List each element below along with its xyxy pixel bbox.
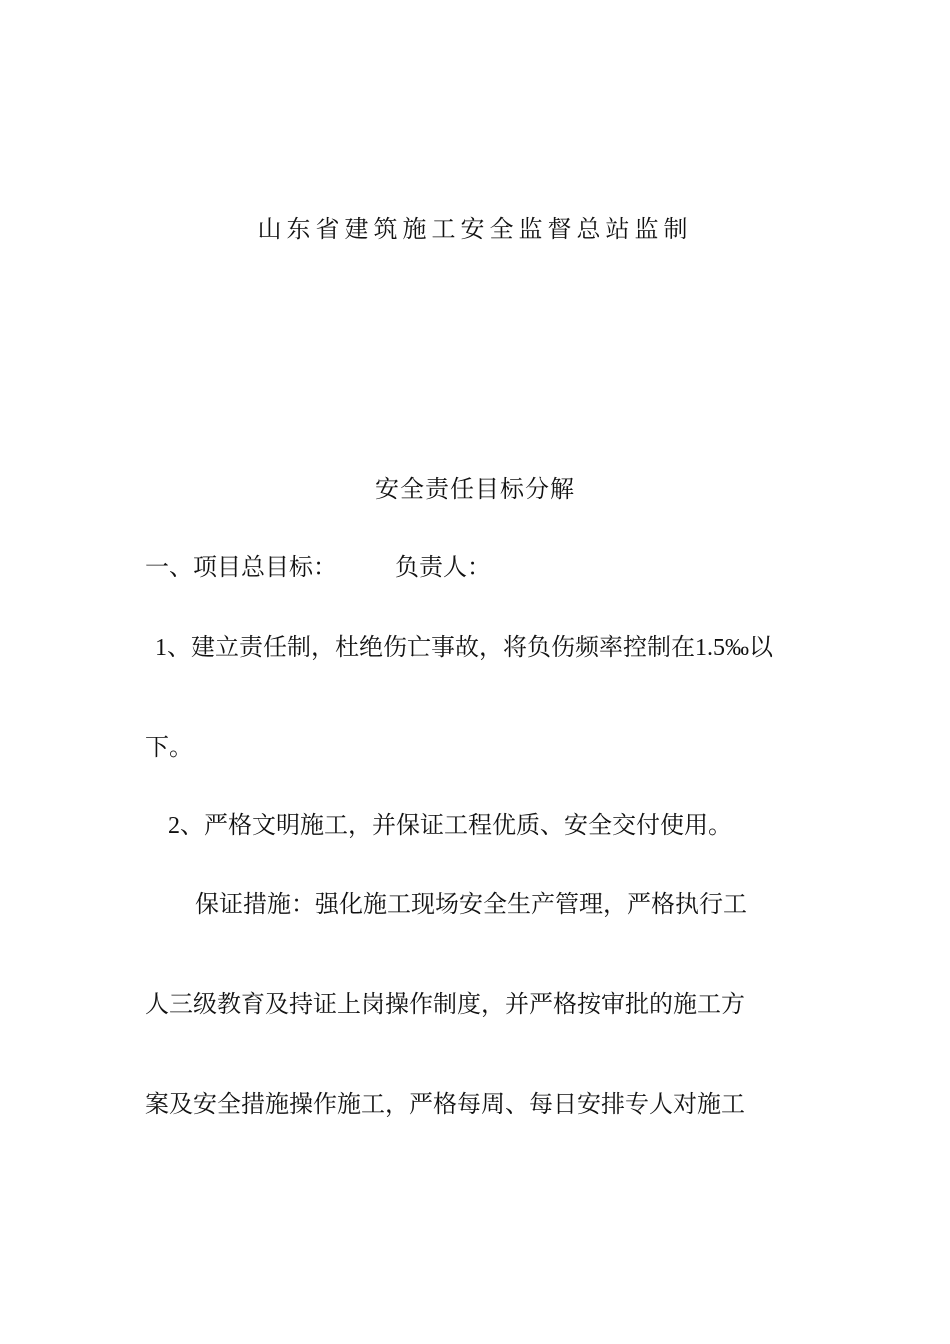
item-1-continuation: 下。 <box>145 733 193 761</box>
item-1-text: 、建立责任制，杜绝伤亡事故，将负伤频率控制在 <box>167 633 695 661</box>
item-1-text-end: 以 <box>749 633 773 661</box>
item-2-text: 、严格文明施工，并保证工程优质、安全交付使用。 <box>180 811 732 839</box>
item-2-line <box>168 808 732 843</box>
measures-paragraph-line-2: 人三级教育及持证上岗操作制度，并严格按审批的施工方 <box>145 990 745 1018</box>
section-heading <box>145 550 491 584</box>
measures-paragraph-line-3: 案及安全措施操作施工，严格每周、每日安排专人对施工 <box>145 1090 745 1118</box>
item-1-line <box>155 630 773 665</box>
measures-paragraph-line-1: 保证措施：强化施工现场安全生产管理，严格执行工 <box>195 890 747 918</box>
item-2-number: 2 <box>168 813 180 839</box>
issuer-line: 山东省建筑施工安全监督总站监制 <box>257 215 693 243</box>
item-1-number: 1 <box>155 635 167 661</box>
section-heading-label: 一、项目总目标： <box>145 553 337 581</box>
responsible-label: 负责人： <box>395 553 491 581</box>
injury-rate-value: 1.5‰ <box>695 635 749 661</box>
document-title: 安全责任目标分解 <box>375 475 575 503</box>
